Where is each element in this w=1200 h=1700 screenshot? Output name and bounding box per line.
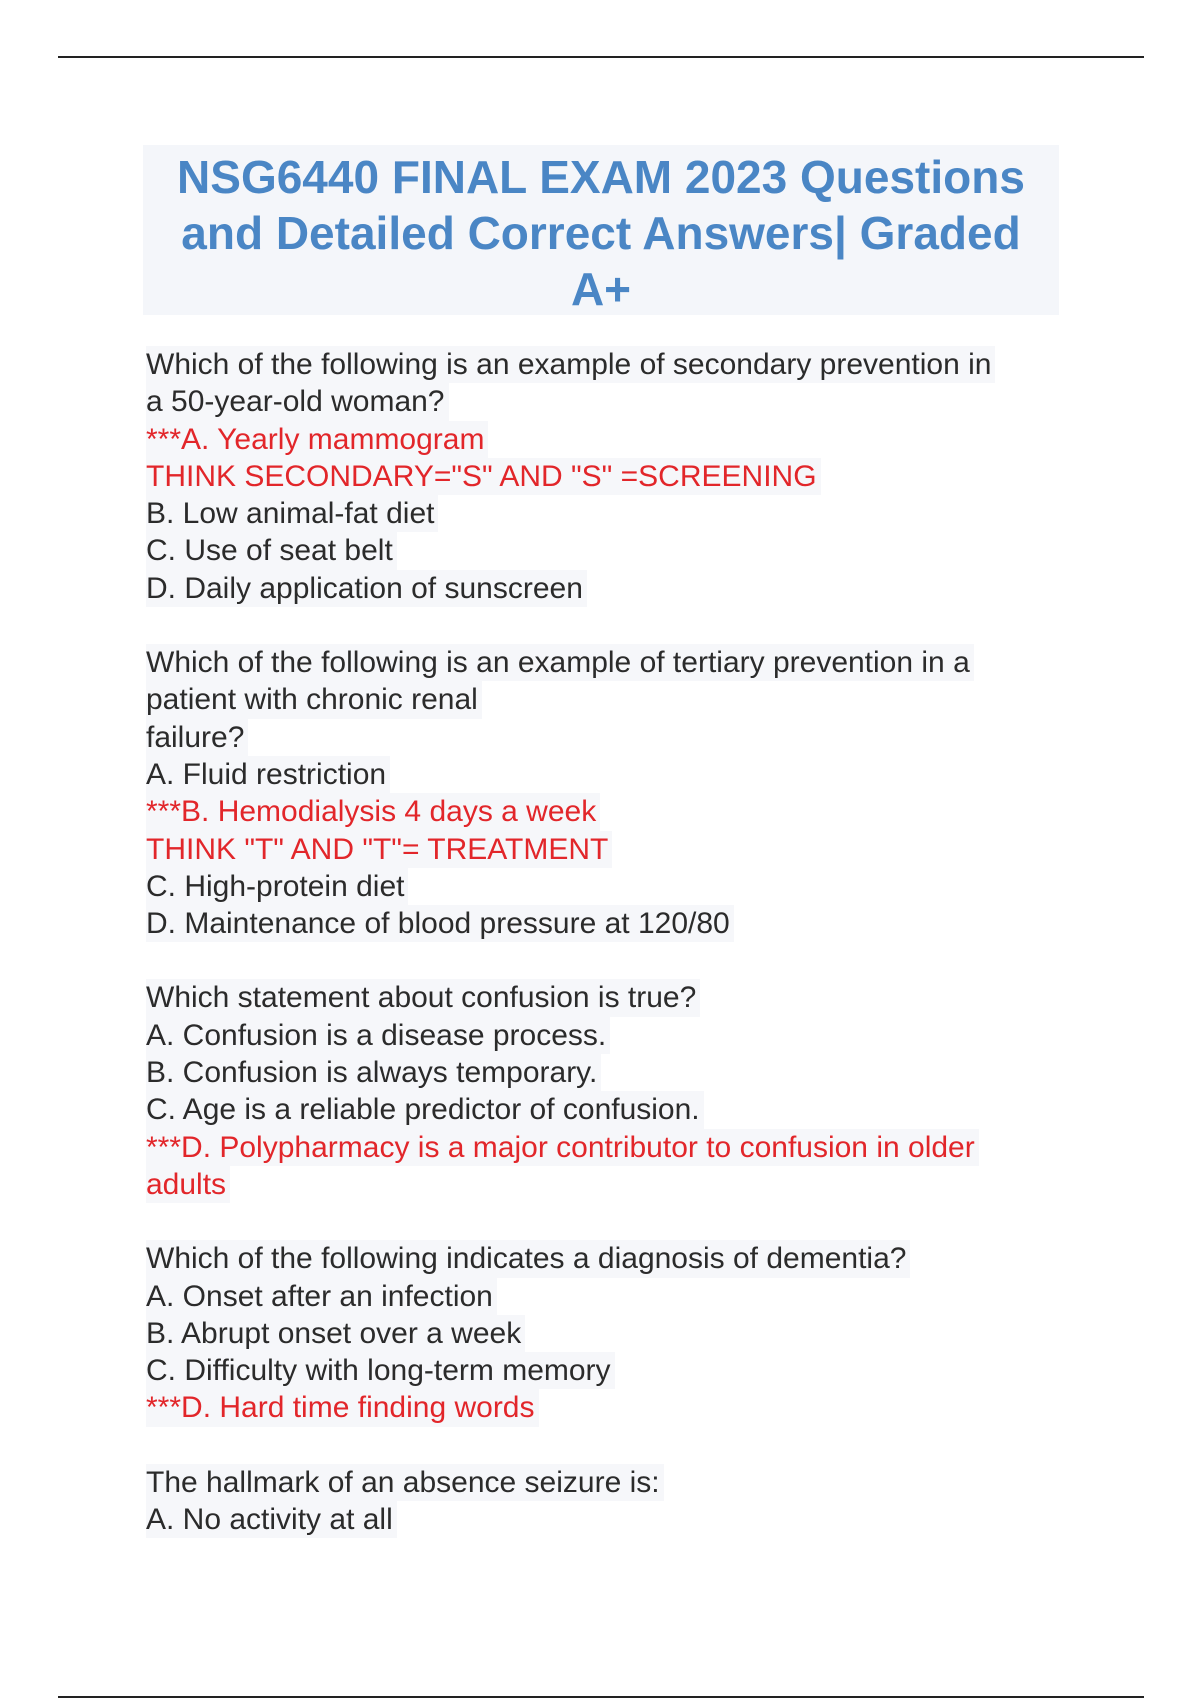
answer-option: B. Low animal-fat diet	[146, 495, 438, 532]
answer-hint: THINK "T" AND "T"= TREATMENT	[146, 831, 612, 868]
question-stem: a 50-year-old woman?	[146, 383, 449, 420]
answer-option: A. Confusion is a disease process.	[146, 1017, 610, 1054]
answer-option: D. Maintenance of blood pressure at 120/80	[146, 905, 734, 942]
question-stem: failure?	[146, 719, 248, 756]
correct-answer: ***A. Yearly mammogram	[146, 421, 488, 458]
question-block	[146, 1240, 1066, 1426]
title-line-1: NSG6440 FINAL EXAM 2023 Questions	[177, 151, 1025, 203]
correct-answer: ***D. Polypharmacy is a major contributor to confusion in older	[146, 1129, 979, 1166]
correct-answer: ***D. Hard time finding words	[146, 1389, 539, 1426]
question-block	[146, 979, 1066, 1203]
question-stem: Which of the following indicates a diagnosis of dementia?	[146, 1240, 910, 1277]
bottom-rule	[58, 1696, 1144, 1698]
top-rule	[58, 56, 1144, 58]
question-block	[146, 644, 1066, 942]
document-title	[143, 145, 1059, 315]
question-list	[146, 346, 1066, 1575]
question-stem: Which of the following is an example of tertiary prevention in a	[146, 644, 974, 681]
question-block	[146, 1464, 1066, 1539]
title-line-3: A+	[570, 263, 632, 315]
question-block	[146, 346, 1066, 607]
answer-option: B. Confusion is always temporary.	[146, 1054, 601, 1091]
answer-option: C. Age is a reliable predictor of confusion.	[146, 1091, 704, 1128]
answer-option: A. Onset after an infection	[146, 1278, 497, 1315]
question-stem: patient with chronic renal	[146, 681, 482, 718]
question-stem: Which statement about confusion is true?	[146, 979, 700, 1016]
answer-option: A. Fluid restriction	[146, 756, 390, 793]
answer-hint: THINK SECONDARY="S" AND "S" =SCREENING	[146, 458, 821, 495]
title-line-2: and Detailed Correct Answers| Graded	[181, 207, 1021, 259]
correct-answer-continued: adults	[146, 1166, 230, 1203]
answer-option: C. Difficulty with long-term memory	[146, 1352, 615, 1389]
correct-answer: ***B. Hemodialysis 4 days a week	[146, 793, 600, 830]
answer-option: A. No activity at all	[146, 1501, 397, 1538]
answer-option: C. High-protein diet	[146, 868, 408, 905]
answer-option: B. Abrupt onset over a week	[146, 1315, 525, 1352]
question-stem: The hallmark of an absence seizure is:	[146, 1464, 664, 1501]
question-stem: Which of the following is an example of secondary prevention in	[146, 346, 995, 383]
answer-option: D. Daily application of sunscreen	[146, 570, 587, 607]
answer-option: C. Use of seat belt	[146, 532, 397, 569]
